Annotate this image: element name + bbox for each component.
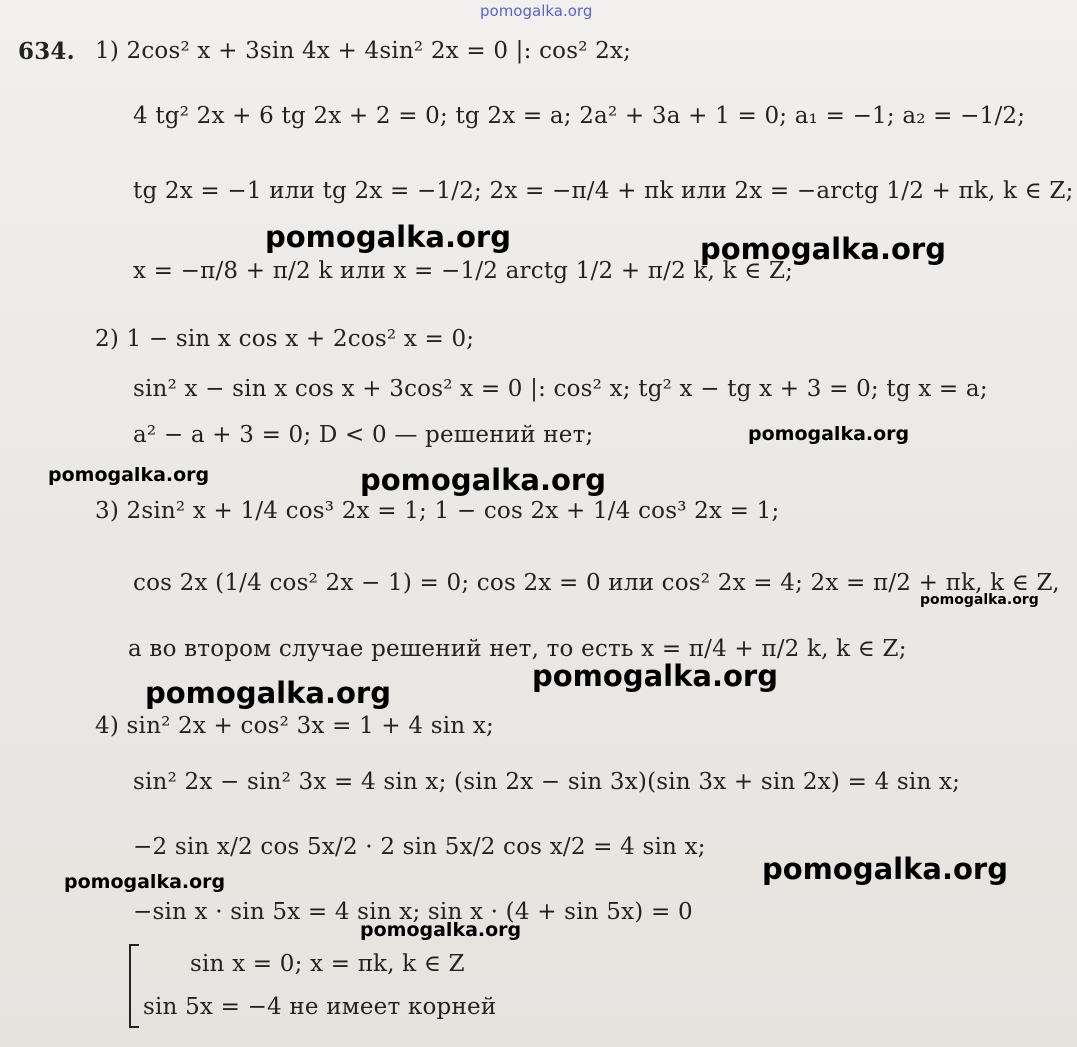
- watermark: pomogalka.org: [265, 220, 511, 254]
- solution-line-10: а во втором случае решений нет, то есть x = π/4 + π/2 k, k ∈ Z;: [128, 636, 907, 662]
- watermark-top: pomogalka.org: [480, 2, 593, 20]
- solution-line-7: a² − a + 3 = 0; D < 0 — решений нет;: [133, 422, 594, 448]
- solution-line-4: x = −π/8 + π/2 k или x = −1/2 arctg 1/2 + π/2 k, k ∈ Z;: [133, 258, 794, 284]
- watermark: pomogalka.org: [360, 463, 606, 497]
- watermark: pomogalka.org: [762, 852, 1008, 886]
- watermark: pomogalka.org: [748, 423, 910, 445]
- solution-line-9: cos 2x (1/4 cos² 2x − 1) = 0; cos 2x = 0 или cos² 2x = 4; 2x = π/2 + πk, k ∈ Z,: [133, 570, 1060, 596]
- watermark: pomogalka.org: [532, 659, 778, 693]
- solution-line-2: 4 tg² 2x + 6 tg 2x + 2 = 0; tg 2x = a; 2a² + 3a + 1 = 0; a₁ = −1; a₂ = −1/2;: [133, 103, 1026, 129]
- watermark: pomogalka.org: [48, 464, 210, 486]
- solution-line-1: 1) 2cos² x + 3sin 4x + 4sin² 2x = 0 |: cos² 2x;: [95, 38, 632, 64]
- watermark: pomogalka.org: [700, 232, 946, 266]
- solution-line-16: sin 5x = −4 не имеет корней: [143, 994, 497, 1020]
- solution-line-3: tg 2x = −1 или tg 2x = −1/2; 2x = −π/4 + πk или 2x = −arctg 1/2 + πk, k ∈ Z;: [133, 178, 1074, 204]
- solution-line-5: 2) 1 − sin x cos x + 2cos² x = 0;: [95, 326, 475, 352]
- watermark: pomogalka.org: [145, 676, 391, 710]
- system-bracket: [129, 944, 139, 1028]
- solution-line-15: sin x = 0; x = πk, k ∈ Z: [190, 951, 465, 977]
- problem-number: 634.: [18, 38, 75, 65]
- solution-line-14: −sin x · sin 5x = 4 sin x; sin x · (4 + sin 5x) = 0: [133, 899, 693, 925]
- watermark: pomogalka.org: [920, 592, 1039, 608]
- solution-line-12: sin² 2x − sin² 3x = 4 sin x; (sin 2x − sin 3x)(sin 3x + sin 2x) = 4 sin x;: [133, 769, 961, 795]
- solution-line-6: sin² x − sin x cos x + 3cos² x = 0 |: cos² x; tg² x − tg x + 3 = 0; tg x = a;: [133, 376, 988, 402]
- watermark: pomogalka.org: [360, 919, 522, 941]
- watermark: pomogalka.org: [64, 871, 226, 893]
- solution-line-13: −2 sin x/2 cos 5x/2 · 2 sin 5x/2 cos x/2 = 4 sin x;: [133, 834, 706, 860]
- solution-line-11: 4) sin² 2x + cos² 3x = 1 + 4 sin x;: [95, 713, 494, 739]
- solution-line-8: 3) 2sin² x + 1/4 cos³ 2x = 1; 1 − cos 2x + 1/4 cos³ 2x = 1;: [95, 498, 780, 524]
